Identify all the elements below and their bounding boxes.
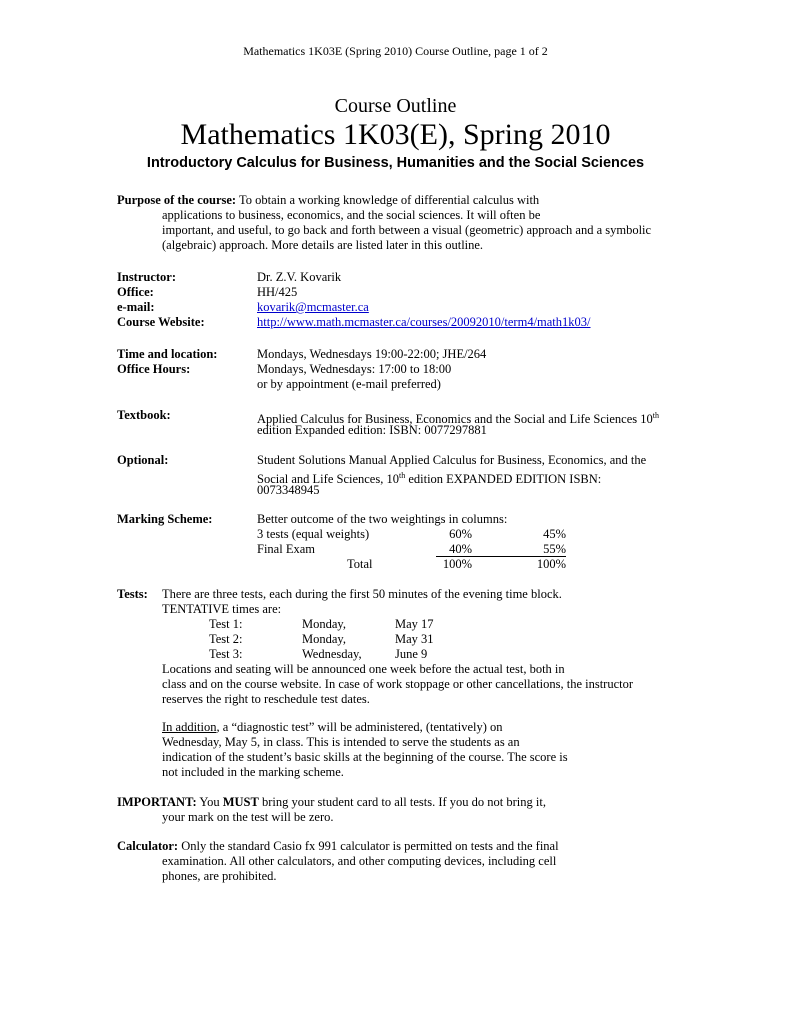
important-line-1 <box>117 795 546 810</box>
time-label: Time and location: <box>117 347 218 361</box>
test-2-date: May 31 <box>395 632 434 646</box>
email-link[interactable]: kovarik@mcmaster.ca <box>257 300 369 314</box>
email-label: e-mail: <box>117 300 155 314</box>
website-label: Course Website: <box>117 315 205 329</box>
important-line-2: your mark on the test will be zero. <box>162 810 334 824</box>
diagnostic-in-addition: In addition <box>162 720 217 734</box>
office-label: Office: <box>117 285 154 299</box>
page-header: Mathematics 1K03E (Spring 2010) Course Outline, page 1 of 2 <box>243 44 548 58</box>
calculator-line-2: examination. All other calculators, and other computing devices, including cell <box>162 854 557 868</box>
instructor-label: Instructor: <box>117 270 177 284</box>
diagnostic-line-2: Wednesday, May 5, in class. This is intended to serve the students as an <box>162 735 520 749</box>
test-2-day: Monday, <box>302 632 346 646</box>
marking-row-2-item: Final Exam <box>257 542 315 556</box>
optional-line-3: 0073348945 <box>257 483 320 497</box>
tests-loc-3: reserves the right to reschedule test dates. <box>162 692 370 706</box>
purpose-line-4: (algebraic) approach. More details are listed later in this outline. <box>162 238 484 252</box>
test-1-date: May 17 <box>395 617 434 631</box>
time-value: Mondays, Wednesdays 19:00-22:00; JHE/264 <box>257 347 487 361</box>
important-pre: You <box>196 795 223 809</box>
website-link[interactable]: http://www.math.mcmaster.ca/courses/20092010/term4/math1k03/ <box>257 315 591 329</box>
important-label: IMPORTANT: <box>117 795 197 809</box>
textbook-line-2: edition Expanded edition: ISBN: 0077297881 <box>257 423 487 437</box>
tests-loc-1: Locations and seating will be announced one week before the actual test, both in <box>162 662 565 676</box>
marking-row-2-b: 55% <box>543 542 566 556</box>
office-value: HH/425 <box>257 285 298 299</box>
tests-loc-2: class and on the course website. In case of work stoppage or other cancellations, the instructor <box>162 677 634 691</box>
purpose-line-3: important, and useful, to go back and forth between a visual (geometric) approach and a symbolic <box>162 223 652 237</box>
diagnostic-line-4: not included in the marking scheme. <box>162 765 344 779</box>
optional-line-1: Student Solutions Manual Applied Calculus for Business, Economics, and the <box>257 453 647 467</box>
test-1-name: Test 1: <box>209 617 243 631</box>
test-3-day: Wednesday, <box>302 647 362 661</box>
tests-label: Tests: <box>117 587 148 601</box>
textbook-text-1: Applied Calculus for Business, Economics and the Social and Life Sciences 10 <box>257 412 653 427</box>
marking-label: Marking Scheme: <box>117 512 213 526</box>
marking-row-1-a: 60% <box>449 527 472 541</box>
test-3-date: June 9 <box>395 647 428 661</box>
diagnostic-text-1: , a “diagnostic test” will be administered, (tentatively) on <box>216 720 503 734</box>
test-1-day: Monday, <box>302 617 346 631</box>
marking-intro: Better outcome of the two weightings in columns: <box>257 512 508 526</box>
tests-line-1: There are three tests, each during the first 50 minutes of the evening time block. <box>162 587 562 601</box>
office-hours-value-2: or by appointment (e-mail preferred) <box>257 377 441 391</box>
marking-row-2-a: 40% <box>449 542 472 556</box>
important-must: MUST <box>222 795 259 809</box>
optional-sup: th <box>398 471 406 480</box>
textbook-label: Textbook: <box>117 408 171 422</box>
textbook-sup: th <box>652 411 659 420</box>
office-hours-label: Office Hours: <box>117 362 191 376</box>
tests-line-2: TENTATIVE times are: <box>162 602 282 616</box>
doc-subtitle: Course Outline <box>334 95 457 117</box>
doc-title: Mathematics 1K03(E), Spring 2010 <box>180 118 611 151</box>
marking-row-3-a: 100% <box>442 557 472 571</box>
test-3-name: Test 3: <box>209 647 243 661</box>
office-hours-value-1: Mondays, Wednesdays: 17:00 to 18:00 <box>257 362 452 376</box>
marking-row-3-item: Total <box>347 557 373 571</box>
diagnostic-line-1 <box>162 720 503 735</box>
instructor-value: Dr. Z.V. Kovarik <box>257 270 342 284</box>
doc-tagline: Introductory Calculus for Business, Humanities and the Social Sciences <box>146 155 645 171</box>
diagnostic-line-3: indication of the student’s basic skills at the beginning of the course. The score is <box>162 750 568 764</box>
marking-row-3-b: 100% <box>536 557 566 571</box>
marking-row-1-item: 3 tests (equal weights) <box>257 527 370 541</box>
calculator-text-1: Only the standard Casio fx 991 calculator is permitted on tests and the final <box>178 839 559 853</box>
calculator-label: Calculator: <box>117 839 179 853</box>
purpose-text-1: To obtain a working knowledge of differential calculus with <box>238 193 540 207</box>
important-post: bring your student card to all tests. If you do not bring it, <box>258 795 546 809</box>
calculator-line-3: phones, are prohibited. <box>162 869 277 883</box>
calculator-line-1 <box>117 839 559 854</box>
test-2-name: Test 2: <box>209 632 243 646</box>
optional-text-2a: Social and Life Sciences, 10 <box>257 472 399 487</box>
purpose-line-1 <box>117 193 539 208</box>
marking-row-1-b: 45% <box>543 527 566 541</box>
purpose-label: Purpose of the course: <box>117 193 237 207</box>
purpose-line-2: applications to business, economics, and the social sciences. It will often be <box>162 208 541 222</box>
optional-label: Optional: <box>117 453 169 467</box>
optional-text-2b: edition EXPANDED EDITION ISBN: <box>405 472 602 487</box>
